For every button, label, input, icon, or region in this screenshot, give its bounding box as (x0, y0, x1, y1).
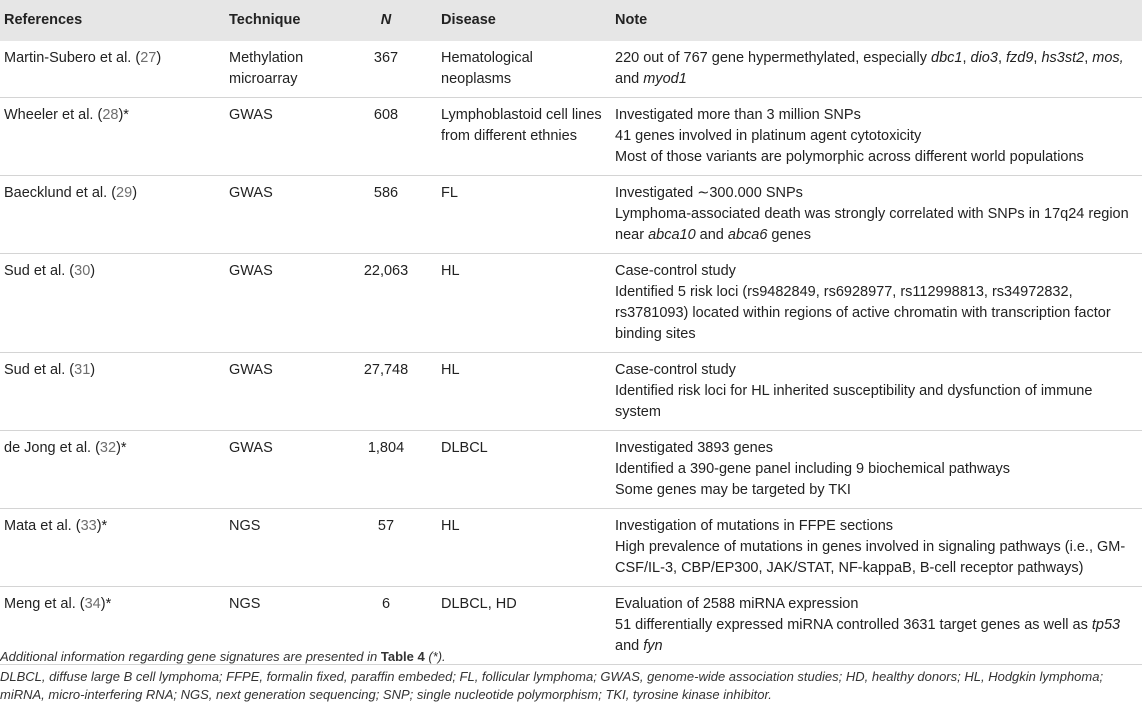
note-line: Evaluation of 2588 miRNA expression (615, 596, 859, 612)
footer-text: Additional information regarding gene signatures are presented in (0, 649, 381, 664)
cell-note (611, 431, 1142, 509)
cell-disease: HL (441, 518, 460, 534)
reference-link[interactable]: 33 (80, 518, 97, 534)
cell-disease: DLBCL, HD (441, 596, 517, 612)
cell-n: 1,804 (367, 440, 405, 456)
reference-author: de Jong et al. ( (4, 440, 100, 456)
reference-author: Martin-Subero et al. ( (4, 50, 141, 66)
footer-table-reference (0, 648, 1140, 666)
table-row (0, 41, 1142, 98)
reference-link[interactable]: 34 (84, 596, 101, 612)
cell-reference (0, 98, 225, 176)
cell-technique: Methylation microarray (229, 50, 304, 87)
cell-note (611, 353, 1142, 431)
note-line: Investigated more than 3 million SNPs (615, 107, 861, 123)
note-line: Identified risk loci for HL inherited susceptibility and dysfunction of immune system (615, 383, 1093, 420)
note-line: Investigation of mutations in FFPE sections (615, 518, 894, 534)
cell-technique: GWAS (229, 107, 273, 123)
reference-author: Sud et al. ( (4, 263, 75, 279)
reference-tail: )* (118, 107, 129, 123)
note-line-italic-genes: 51 differentially expressed miRNA controlled 3631 target genes as well as tp53 and fyn (615, 617, 1121, 654)
reference-link[interactable]: 30 (74, 263, 91, 279)
reference-tail: )* (100, 596, 112, 612)
table-row (0, 98, 1142, 176)
footer-text: (*). (424, 649, 446, 664)
reference-tail: ) (90, 263, 96, 279)
cell-disease: Hematological neoplasms (441, 50, 533, 87)
reference-tail: )* (96, 518, 108, 534)
note-line: Case-control study (615, 263, 736, 279)
cell-technique: GWAS (229, 440, 273, 456)
note-line-italic-genes: Lymphoma-associated death was strongly correlated with SNPs in 17q24 region near abca10 and abca6 genes (615, 206, 1129, 243)
table-row (0, 353, 1142, 431)
cell-n: 57 (377, 518, 395, 534)
table-row (0, 431, 1142, 509)
table-footer (0, 648, 1140, 704)
note-text: , (1033, 50, 1042, 66)
reference-author: Mata et al. ( (4, 518, 81, 534)
cell-disease: HL (441, 362, 460, 378)
note-line: Most of those variants are polymorphic across different world populations (615, 149, 1084, 165)
reference-link[interactable]: 31 (74, 362, 91, 378)
note-line: Some genes may be targeted by TKI (615, 482, 851, 498)
reference-link[interactable]: 29 (116, 185, 133, 201)
cell-reference (0, 431, 225, 509)
abbreviations-footnote: DLBCL, diffuse large B cell lymphoma; FFPE, formalin fixed, paraffin embeded; FL, follicular lymphoma; GWAS, genome-wide association studies; HD, healthy donors; HL, Hodgkin lymphoma; miRNA, micro-interfering RNA; NGS, next generation sequencing; SNP; single nucleotide polymorphism; TKI, tyrosine kinase inhibitor. (0, 669, 1104, 702)
cell-note (611, 176, 1142, 254)
reference-link[interactable]: 28 (102, 107, 119, 123)
reference-tail: ) (156, 50, 162, 66)
table-row (0, 176, 1142, 254)
header-n: N (380, 12, 392, 28)
gene-name: mos, (1092, 50, 1124, 66)
cell-disease: DLBCL (441, 440, 488, 456)
table-header-row (0, 0, 1142, 41)
reference-author: Sud et al. ( (4, 362, 75, 378)
cell-disease: HL (441, 263, 460, 279)
reference-author: Baecklund et al. ( (4, 185, 117, 201)
note-text: , (962, 50, 971, 66)
cell-note (611, 41, 1142, 98)
reference-tail: ) (132, 185, 138, 201)
reference-link[interactable]: 32 (99, 440, 117, 456)
table-4-link[interactable]: Table 4 (380, 649, 425, 664)
gene-name: fyn (643, 638, 663, 654)
table-row (0, 509, 1142, 587)
cell-technique: GWAS (229, 362, 273, 378)
note-text: 220 out of 767 gene hypermethylated, especially (615, 50, 931, 66)
cell-technique: NGS (229, 518, 261, 534)
cell-note (611, 254, 1142, 353)
cell-n: 27,748 (363, 362, 409, 378)
gene-name: hs3st2 (1041, 50, 1085, 66)
cell-technique: GWAS (229, 263, 273, 279)
gene-name: fzd9 (1006, 50, 1034, 66)
cell-technique: NGS (229, 596, 261, 612)
cell-n: 367 (373, 50, 399, 66)
cell-n: 6 (381, 596, 391, 612)
reference-tail: )* (116, 440, 127, 456)
note-line: 41 genes involved in platinum agent cytotoxicity (615, 128, 922, 144)
cell-disease: FL (441, 185, 458, 201)
header-technique: Technique (229, 12, 301, 28)
reference-tail: ) (90, 362, 96, 378)
note-line: Identified 5 risk loci (rs9482849, rs6928977, rs112998813, rs34972832, rs3781093) located within regions of active chromatin with transcription factor binding sites (615, 284, 1111, 342)
gene-name: abca6 (727, 227, 768, 243)
cell-n: 22,063 (363, 263, 409, 279)
gene-name: myod1 (643, 71, 687, 87)
gene-name: abca10 (648, 227, 696, 243)
cell-reference (0, 353, 225, 431)
note-line: Investigated 3893 genes (615, 440, 774, 456)
cell-reference (0, 41, 225, 98)
note-text: , (997, 50, 1006, 66)
header-disease: Disease (441, 12, 496, 28)
gene-name: tp53 (1091, 617, 1121, 633)
cell-n: 608 (373, 107, 399, 123)
note-line: Case-control study (615, 362, 736, 378)
reference-author: Wheeler et al. ( (4, 107, 103, 123)
cell-disease: Lymphoblastoid cell lines from different ethnies (441, 107, 602, 144)
note-line: High prevalence of mutations in genes involved in signaling pathways (i.e., GM-CSF/IL-3, CBP/EP300, JAK/STAT, NF-kappaB, B-cell receptor pathways) (615, 539, 1126, 576)
note-line: Identified a 390-gene panel including 9 biochemical pathways (615, 461, 1010, 477)
note-line: Investigated ∼300.000 SNPs (615, 185, 803, 201)
header-note: Note (615, 12, 648, 28)
cell-technique: GWAS (229, 185, 273, 201)
cell-note (611, 98, 1142, 176)
reference-link[interactable]: 27 (140, 50, 157, 66)
cell-reference (0, 254, 225, 353)
note-text: , (1084, 50, 1093, 66)
cell-reference (0, 509, 225, 587)
cell-n: 586 (373, 185, 399, 201)
note-text: and (615, 71, 644, 87)
header-references: References (4, 12, 83, 28)
table-row (0, 254, 1142, 353)
cell-reference (0, 176, 225, 254)
cell-note (611, 509, 1142, 587)
gene-name: dio3 (970, 50, 998, 66)
reference-author: Meng et al. ( (4, 596, 85, 612)
gene-name: dbc1 (931, 50, 963, 66)
